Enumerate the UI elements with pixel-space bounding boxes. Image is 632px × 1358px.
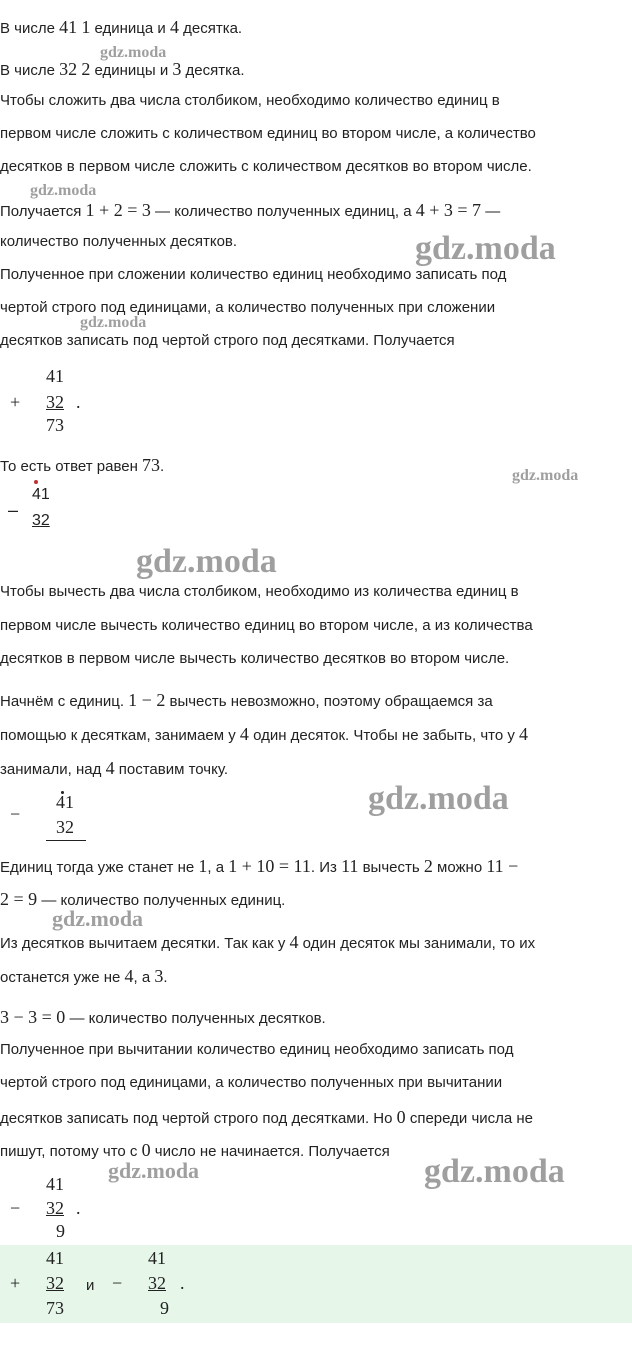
plus-sign: + — [10, 392, 21, 412]
minus-sign: − — [10, 1198, 21, 1218]
minuend: 41 — [46, 1174, 64, 1194]
subtrahend: 32 — [148, 1273, 166, 1293]
text-line: десятков в первом числе вычесть количество десятков во втором числе. — [0, 650, 510, 667]
text-line: первом числе вычесть количество единиц во втором числе, а из количества — [0, 617, 533, 634]
answer-box — [0, 1245, 632, 1323]
minuend: 41 — [32, 486, 50, 503]
addend: 32 — [46, 1273, 64, 1293]
period: . — [180, 1273, 185, 1293]
conjunction: и — [86, 1277, 95, 1294]
minuend: 41 — [148, 1248, 166, 1268]
addend: 41 — [46, 1248, 64, 1268]
column-line — [46, 840, 86, 841]
text-line: Чтобы вычесть два числа столбиком, необходимо из количества единиц в — [0, 583, 519, 600]
text-line: помощью к десяткам, занимаем у 4 один десяток. Чтобы не забыть, что у 4 — [0, 724, 529, 744]
text-line: занимали, над 4 поставим точку. — [0, 758, 228, 778]
text-line: То есть ответ равен 73. — [0, 455, 165, 475]
addend: 32 — [46, 392, 64, 412]
text-line: Начнём с единиц. 1 − 2 вычесть невозможно, поэтому обращаемся за — [0, 690, 493, 710]
watermark: gdz.moda — [108, 1158, 200, 1183]
watermark: gdz.moda — [136, 543, 277, 580]
watermark: gdz.moda — [30, 182, 97, 199]
text-line: количество полученных десятков. — [0, 233, 238, 250]
difference: 9 — [56, 1221, 65, 1241]
addend: 41 — [46, 366, 64, 386]
watermark: gdz.moda — [100, 44, 167, 61]
sum: 73 — [46, 1298, 64, 1318]
period: . — [76, 1198, 81, 1218]
text-line: Полученное при сложении количество единиц необходимо записать под — [0, 266, 507, 283]
subtrahend: 32 — [56, 817, 74, 837]
borrow-dot — [34, 480, 38, 484]
plus-sign: + — [10, 1273, 21, 1293]
text-line: Чтобы сложить два числа столбиком, необходимо количество единиц в — [0, 92, 500, 109]
text-line: десятков записать под чертой строго под десятками. Но 0 спереди числа не — [0, 1107, 534, 1127]
text-line: десятков записать под чертой строго под десятками. Получается — [0, 332, 455, 349]
watermark: gdz.moda — [424, 1153, 565, 1190]
watermark: gdz.moda — [52, 906, 144, 931]
watermark: gdz.moda — [415, 230, 556, 267]
text-line: чертой строго под единицами, а количество полученных при сложении — [0, 299, 496, 316]
text-line: Из десятков вычитаем десятки. Так как у 4 один десяток мы занимали, то их — [0, 932, 536, 952]
minus-sign: – — [8, 500, 19, 520]
watermark: gdz.moda — [368, 780, 509, 817]
watermark: gdz.moda — [80, 314, 147, 331]
text-line: чертой строго под единицами, а количество полученных при вычитании — [0, 1074, 503, 1091]
text-line: Единиц тогда уже станет не 1, а 1 + 10 = 11. Из 11 вычесть 2 можно 11 − — [0, 856, 519, 876]
text-line: 3 − 3 = 0 — количество полученных десятков. — [0, 1007, 326, 1027]
text-line: В числе 41 1 единица и 4 десятка. — [0, 17, 243, 37]
text-line: пишут, потому что с 0 число не начинается. Получается — [0, 1140, 390, 1160]
difference: 9 — [160, 1298, 169, 1318]
text-line: десятков в первом числе сложить с количеством десятков во втором числе. — [0, 158, 532, 175]
text-line: первом числе сложить с количеством единиц во втором числе, а количество — [0, 125, 536, 142]
text-line: останется уже не 4, а 3. — [0, 966, 168, 986]
subtrahend: 32 — [32, 512, 50, 529]
sum: 73 — [46, 415, 64, 435]
minuend: 41 — [56, 792, 74, 812]
text-line: Получается 1 + 2 = 3 — количество полученных единиц, а 4 + 3 = 7 — — [0, 200, 501, 220]
minus-sign: − — [10, 804, 21, 824]
text-line: Полученное при вычитании количество единиц необходимо записать под — [0, 1041, 514, 1058]
text-line: В числе 32 2 единицы и 3 десятка. — [0, 59, 245, 79]
watermark: gdz.moda — [512, 467, 579, 484]
text-line: 2 = 9 — количество полученных единиц. — [0, 889, 286, 909]
minus-sign: − — [112, 1273, 123, 1293]
subtrahend: 32 — [46, 1198, 64, 1218]
period: . — [76, 392, 81, 412]
